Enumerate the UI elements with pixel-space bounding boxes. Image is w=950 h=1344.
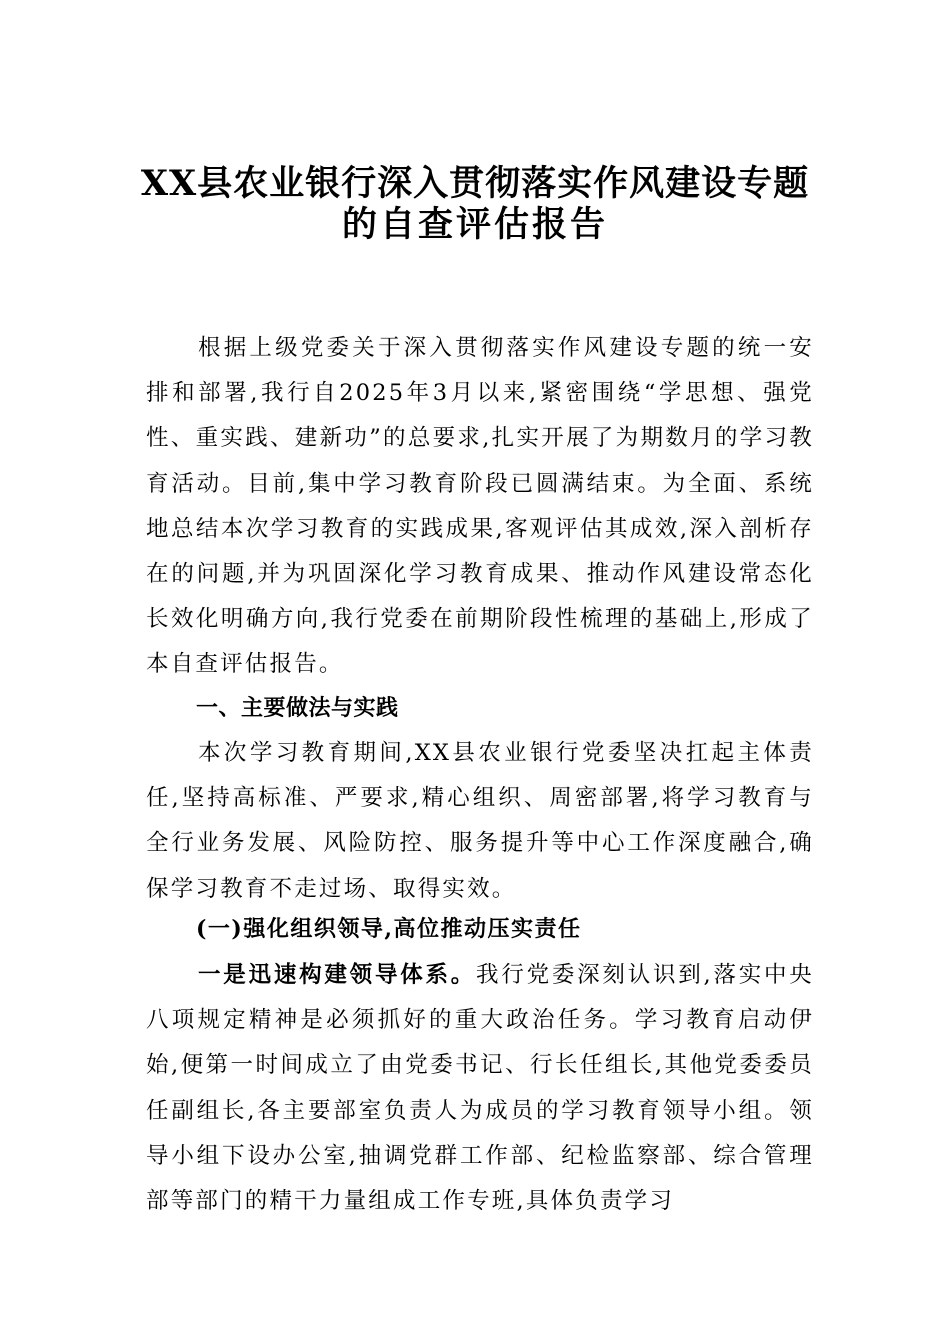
subsection-1-paragraph xyxy=(146,953,814,1224)
document-title-line-1 xyxy=(100,164,850,204)
title-text-1: XX县农业银行深入贯彻落实作风建设专题 xyxy=(140,163,810,204)
subsection-heading-1: (一)强化组织领导,高位推动压实责任 xyxy=(196,916,582,942)
section-heading-1: 一、主要做法与实践 xyxy=(196,696,399,721)
document-title-line-2 xyxy=(100,205,850,245)
paragraph-lead-phrase: 一是迅速构建领导体系。 xyxy=(198,962,477,988)
paragraph-body-text: 我行党委深刻认识到,落实中央八项规定精神是必须抓好的重大政治任务。学习教育启动伊始,便第一时间成立了由党委书记、行长任组长,其他党委委员任副组长,各主要部室负责人为成员的学习教育领导小组。领导小组下设办公室,抽调党群工作部、纪检监察部、综合管理部等部门的精干力量组成工作专班,具体负责学习 xyxy=(146,962,814,1215)
intro-paragraph: 根据上级党委关于深入贯彻落实作风建设专题的统一安排和部署,我行自2025年3月以来,紧密围绕“学思想、强党性、重实践、建新功”的总要求,扎实开展了为期数月的学习教育活动。目前,集中学习教育阶段已圆满结束。为全面、系统地总结本次学习教育的实践成果,客观评估其成效,深入剖析存在的问题,并为巩固深化学习教育成果、推动作风建设常态化长效化明确方向,我行党委在前期阶段性梳理的基础上,形成了本自查评估报告。 xyxy=(146,335,814,678)
section-1-paragraph: 本次学习教育期间,XX县农业银行党委坚决扛起主体责任,坚持高标准、严要求,精心组织、周密部署,将学习教育与全行业务发展、风险防控、服务提升等中心工作深度融合,确保学习教育不走过场、取得实效。 xyxy=(146,740,814,902)
title-text-2: 的自查评估报告 xyxy=(341,204,608,245)
